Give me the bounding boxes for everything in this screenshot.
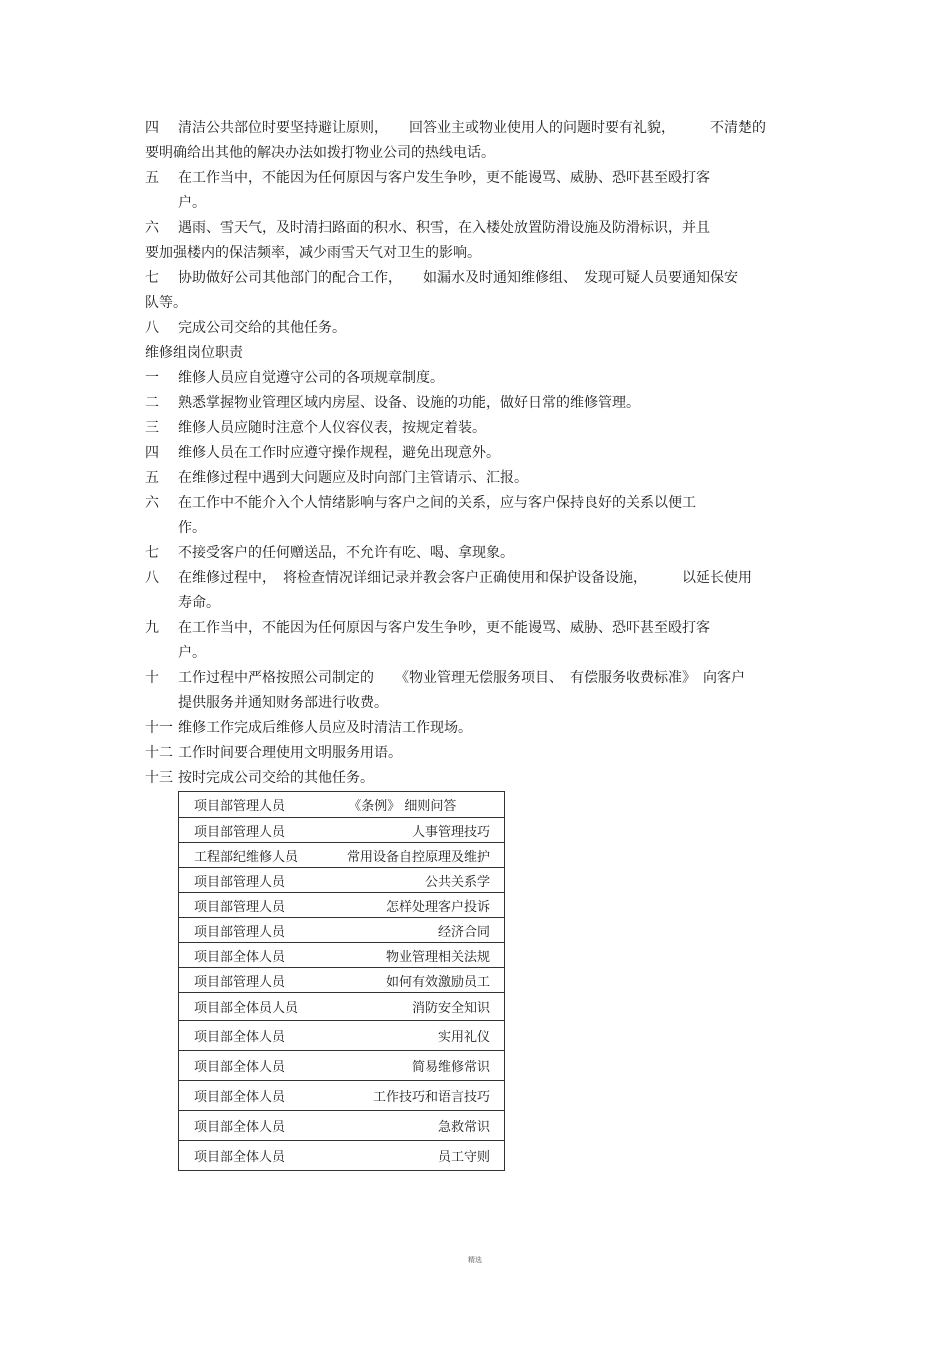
table-cell-audience: 项目部全体人员 [179, 1021, 319, 1051]
table-cell-audience: 项目部全体人员 [179, 1141, 319, 1171]
maintenance-item-3 [145, 416, 805, 441]
cleaning-item-5 [145, 166, 805, 216]
maintenance-item-2 [145, 391, 805, 416]
cleaning-item-6 [145, 216, 805, 266]
item-text: 在维修过程中， 将检查情况详细记录并教会客户正确使用和保护设备设施， 以延长使用 [178, 570, 752, 586]
table-row [179, 792, 505, 818]
table-row [179, 843, 505, 868]
table-cell-topic: 《条例》 细则问答 [318, 792, 504, 818]
item-continuation: 要加强楼内的保洁频率，减少雨雪天气对卫生的影响。 [145, 245, 481, 261]
item-text: 工作时间要合理使用文明服务用语。 [178, 745, 402, 761]
item-text: 在工作当中，不能因为任何原因与客户发生争吵，更不能谩骂、威胁、恐吓甚至殴打客 [178, 620, 710, 636]
page-footer: 精选 [468, 1256, 482, 1264]
table-cell-audience: 项目部全体员人员 [179, 993, 319, 1021]
item-text: 维修人员应随时注意个人仪容仪表，按规定着装。 [178, 420, 486, 436]
item-text: 完成公司交给的其他任务。 [178, 320, 346, 336]
maintenance-item-12 [145, 741, 805, 766]
table-cell-audience: 项目部管理人员 [179, 968, 319, 993]
table-cell-audience: 项目部全体人员 [179, 1051, 319, 1081]
table-row [179, 918, 505, 943]
table-row [179, 818, 505, 843]
table-row [179, 893, 505, 918]
item-continuation: 寿命。 [178, 595, 220, 611]
maintenance-item-10 [145, 666, 805, 716]
table-cell-topic: 经济合同 [318, 918, 504, 943]
maintenance-item-7 [145, 541, 805, 566]
table-row [179, 1021, 505, 1051]
item-text: 在维修过程中遇到大问题应及时向部门主管请示、汇报。 [178, 470, 528, 486]
table-cell-audience: 项目部全体人员 [179, 1081, 319, 1111]
cleaning-item-7 [145, 266, 805, 316]
item-number: 十一 [145, 720, 173, 736]
item-text: 熟悉掌握物业管理区域内房屋、设备、设施的功能，做好日常的维修管理。 [178, 395, 640, 411]
item-continuation: 作。 [178, 520, 206, 536]
item-number: 一 [145, 370, 159, 386]
table-row [179, 1081, 505, 1111]
item-number: 七 [145, 545, 159, 561]
item-text: 在工作中不能介入个人情绪影响与客户之间的关系，应与客户保持良好的关系以便工 [178, 495, 696, 511]
table-cell-audience: 项目部管理人员 [179, 893, 319, 918]
maintenance-item-13 [145, 766, 805, 791]
item-text: 协助做好公司其他部门的配合工作， 如漏水及时通知维修组、 发现可疑人员要通知保安 [178, 270, 738, 286]
item-text: 遇雨、雪天气，及时清扫路面的积水、积雪，在入楼处放置防滑设施及防滑标识，并且 [178, 220, 710, 236]
table-row [179, 993, 505, 1021]
item-text: 在工作当中，不能因为任何原因与客户发生争吵，更不能谩骂、威胁、恐吓甚至殴打客 [178, 170, 710, 186]
cleaning-item-8 [145, 316, 805, 341]
table-cell-audience: 工程部纪维修人员 [179, 843, 319, 868]
maintenance-item-9 [145, 616, 805, 666]
item-number: 十 [145, 670, 159, 686]
table-cell-audience: 项目部管理人员 [179, 818, 319, 843]
table-cell-topic: 常用设备自控原理及维护 [318, 843, 504, 868]
table-cell-audience: 项目部管理人员 [179, 792, 319, 818]
item-number: 八 [145, 570, 159, 586]
table-cell-topic: 急救常识 [318, 1111, 504, 1141]
table-cell-topic: 怎样处理客户投诉 [318, 893, 504, 918]
item-continuation: 户。 [178, 195, 206, 211]
item-text: 维修人员应自觉遵守公司的各项规章制度。 [178, 370, 444, 386]
item-text: 工作过程中严格按照公司制定的 《物业管理无偿服务项目、 有偿服务收费标准》 向客户 [178, 670, 745, 686]
table-cell-topic: 员工守则 [318, 1141, 504, 1171]
table-cell-audience: 项目部全体人员 [179, 943, 319, 968]
table-cell-topic: 简易维修常识 [318, 1051, 504, 1081]
table-cell-topic: 实用礼仪 [318, 1021, 504, 1051]
table-cell-topic: 工作技巧和语言技巧 [318, 1081, 504, 1111]
item-number: 九 [145, 620, 159, 636]
training-table [178, 791, 505, 1171]
item-number: 十二 [145, 745, 173, 761]
item-text: 维修工作完成后维修人员应及时清洁工作现场。 [178, 720, 472, 736]
item-number: 六 [145, 220, 159, 236]
maintenance-heading: 维修组岗位职责 [145, 345, 243, 361]
table-row [179, 868, 505, 893]
table-row [179, 1141, 505, 1171]
table-cell-audience: 项目部管理人员 [179, 868, 319, 893]
item-number: 八 [145, 320, 159, 336]
table-row [179, 968, 505, 993]
table-cell-topic: 如何有效激励员工 [318, 968, 504, 993]
maintenance-item-8 [145, 566, 805, 616]
table-cell-audience: 项目部管理人员 [179, 918, 319, 943]
item-number: 四 [145, 120, 159, 136]
item-text: 不接受客户的任何赠送品，不允许有吃、喝、拿现象。 [178, 545, 514, 561]
item-text: 清洁公共部位时要坚持避让原则， 回答业主或物业使用人的问题时要有礼貌， 不清楚的 [178, 120, 766, 136]
item-number: 四 [145, 445, 159, 461]
table-row [179, 1051, 505, 1081]
table-cell-topic: 公共关系学 [318, 868, 504, 893]
table-cell-audience: 项目部全体人员 [179, 1111, 319, 1141]
maintenance-item-6 [145, 491, 805, 541]
maintenance-item-5 [145, 466, 805, 491]
table-row [179, 943, 505, 968]
item-text: 按时完成公司交给的其他任务。 [178, 770, 374, 786]
item-number: 二 [145, 395, 159, 411]
item-continuation: 户。 [178, 645, 206, 661]
table-cell-topic: 物业管理相关法规 [318, 943, 504, 968]
item-number: 三 [145, 420, 159, 436]
item-text: 维修人员在工作时应遵守操作规程，避免出现意外。 [178, 445, 500, 461]
item-number: 七 [145, 270, 159, 286]
item-number: 十三 [145, 770, 173, 786]
item-number: 五 [145, 170, 159, 186]
table-cell-topic: 消防安全知识 [318, 993, 504, 1021]
item-number: 六 [145, 495, 159, 511]
cleaning-item-4 [145, 116, 805, 166]
maintenance-item-11 [145, 716, 805, 741]
table-cell-topic: 人事管理技巧 [318, 818, 504, 843]
item-continuation: 提供服务并通知财务部进行收费。 [178, 695, 388, 711]
maintenance-item-4 [145, 441, 805, 466]
item-continuation: 要明确给出其他的解决办法如拨打物业公司的热线电话。 [145, 145, 495, 161]
table-row [179, 1111, 505, 1141]
maintenance-item-1 [145, 366, 805, 391]
item-number: 五 [145, 470, 159, 486]
item-continuation: 队等。 [145, 295, 187, 311]
